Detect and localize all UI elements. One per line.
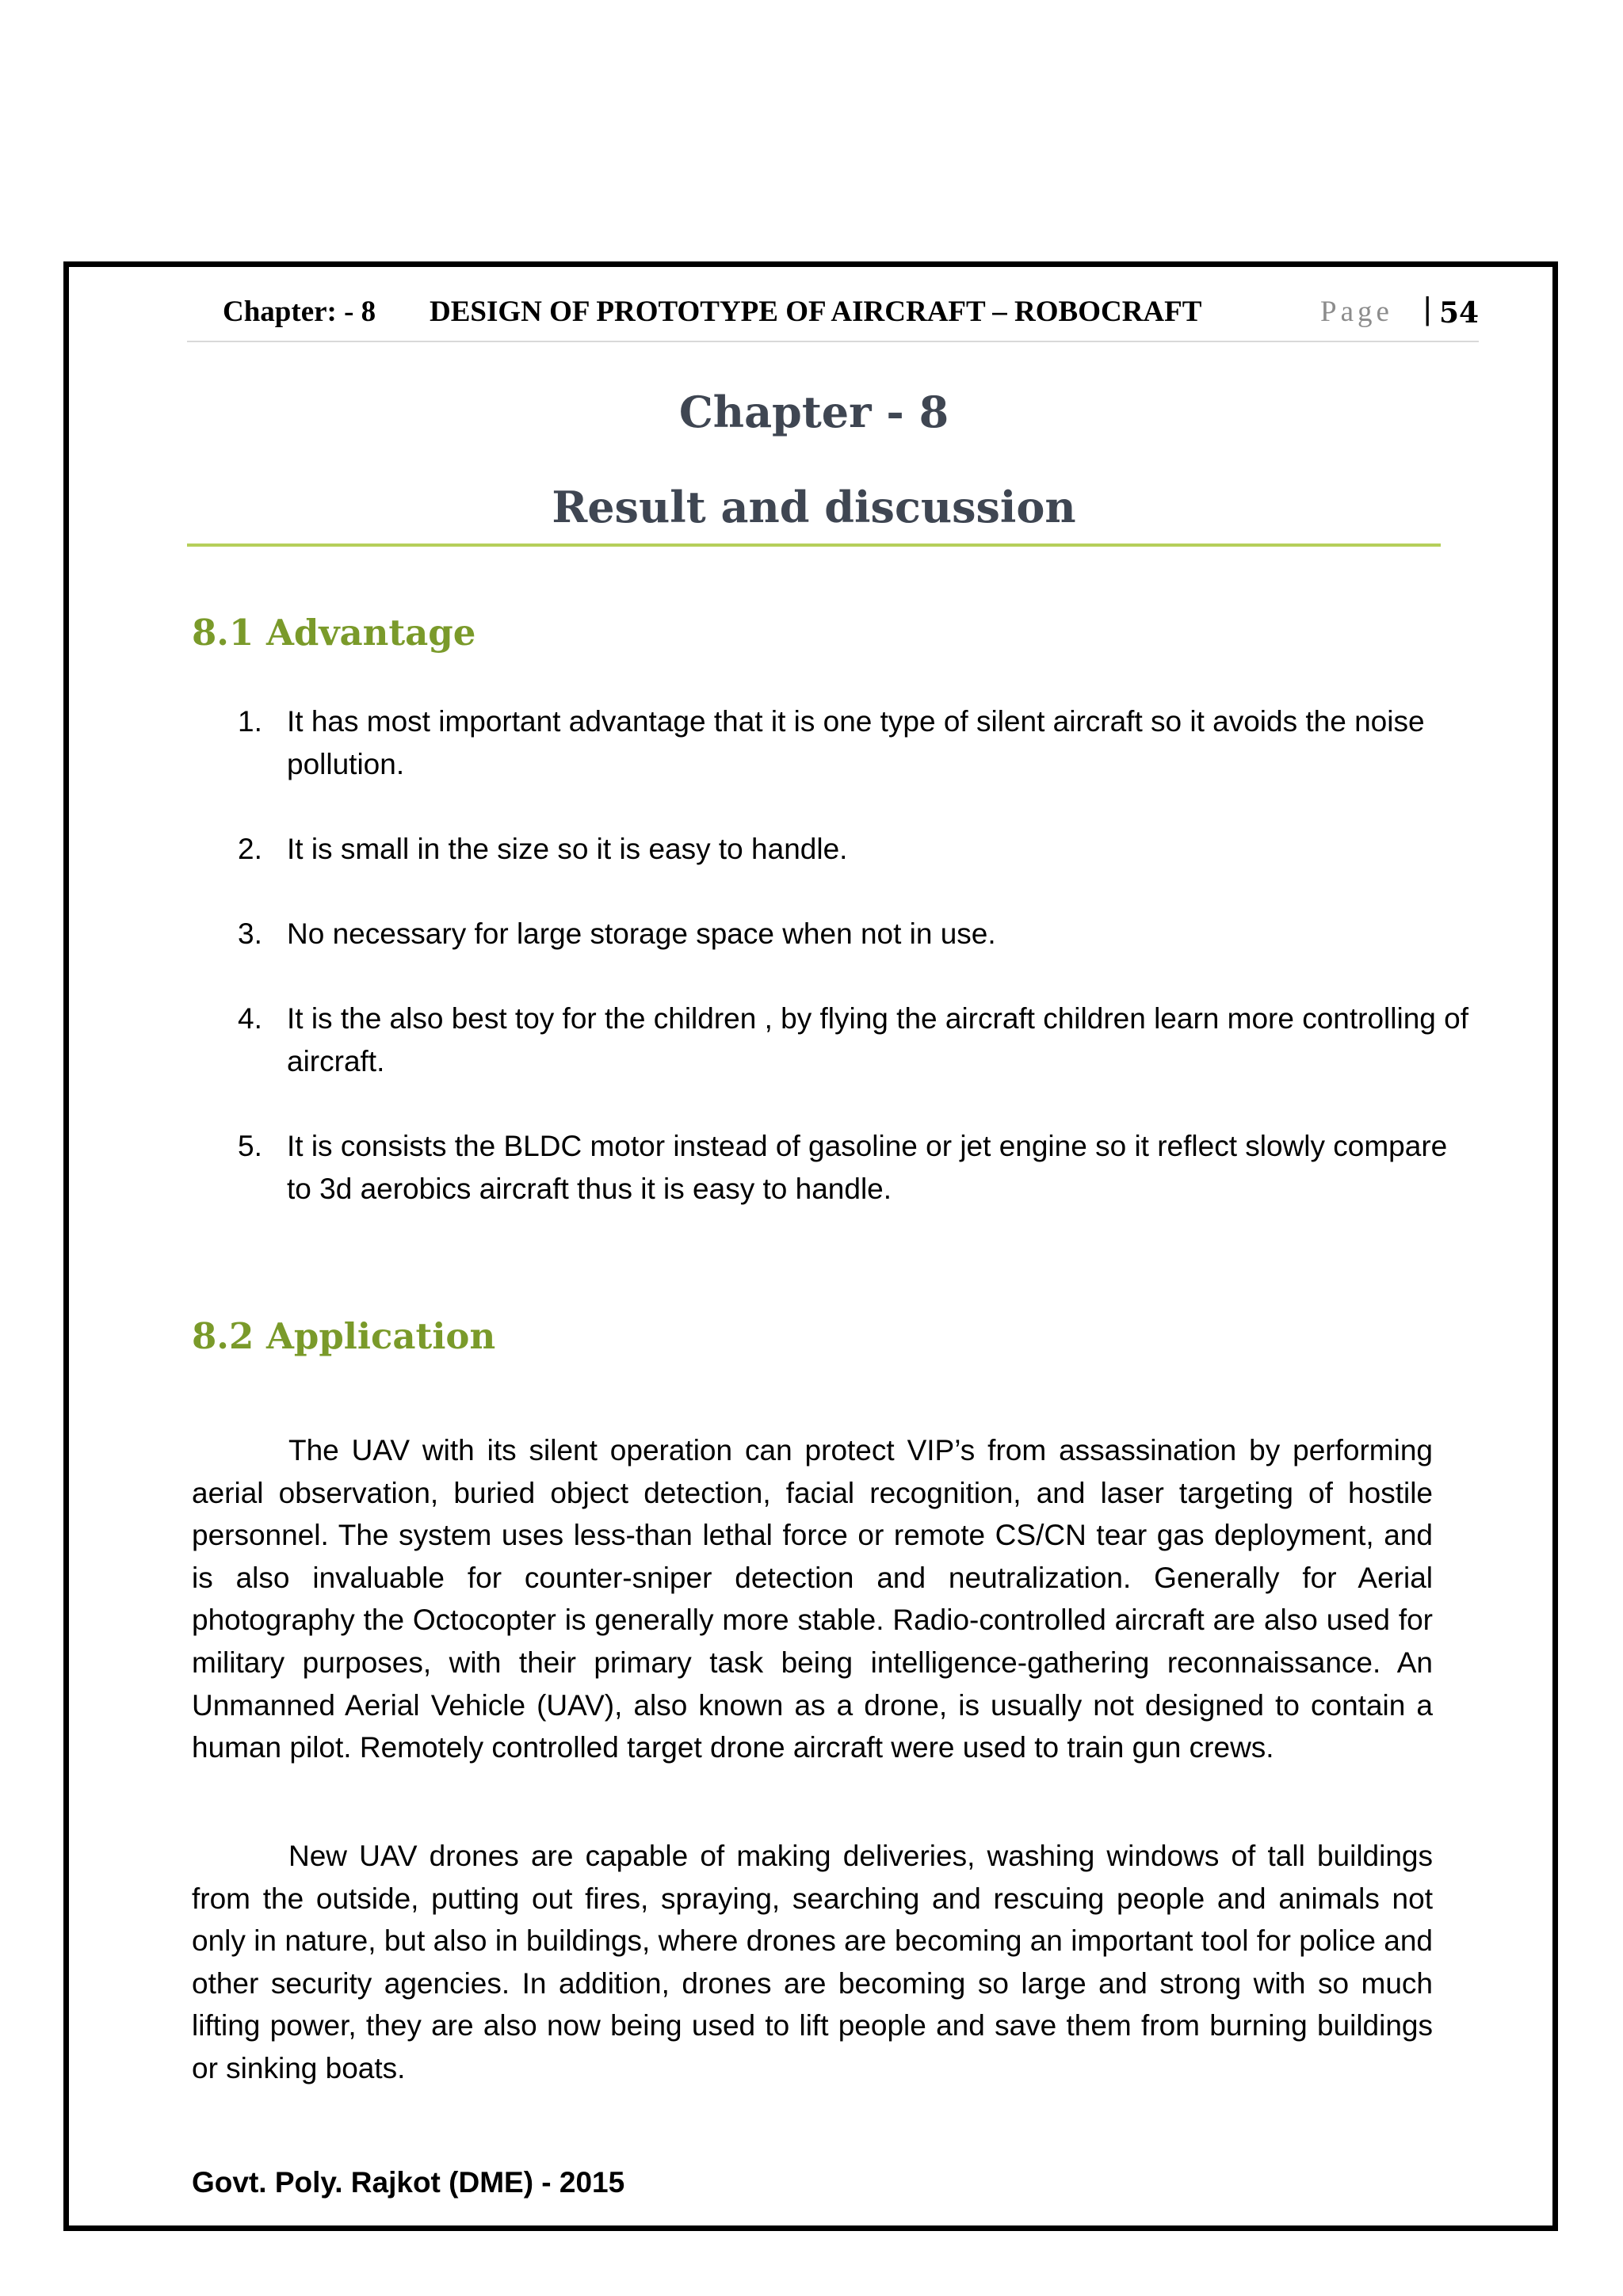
list-item-number: 1. (238, 705, 262, 738)
list-item (238, 828, 1474, 871)
header-page-label: Page (1320, 296, 1393, 328)
application-paragraph: The UAV with its silent operation can protect VIP’s from assassination by performing aerial observation, buried object detection, facial recognition, and laser targeting of hostile personnel. The system uses less-than lethal force or remote CS/CN tear gas deployment, and is also invaluable for counter-sniper detection and neutralization. Generally for Aerial photography the Octocopter is generally more stable. Radio-controlled aircraft are also used for military purposes, with their primary task being intelligence-gathering reconnaissance. An Unmanned Aerial Vehicle (UAV), also known as a drone, is usually not designed to contain a human pilot. Remotely controlled target drone aircraft were used to train gun crews. (192, 1434, 1433, 1764)
header-document-title: DESIGN OF PROTOTYPE OF AIRCRAFT – ROBOCRAFT (430, 296, 1202, 328)
application-heading: 8.2 Application (192, 1315, 496, 1357)
list-item-number: 2. (238, 833, 262, 865)
list-item-text: No necessary for large storage space when not in use. (287, 917, 996, 950)
list-item (238, 700, 1474, 786)
list-item-number: 4. (238, 1002, 262, 1035)
list-item-text: It is the also best toy for the children , by flying the aircraft children learn more controlling of aircraft. (287, 1002, 1469, 1077)
list-item (238, 913, 1474, 955)
advantage-list (238, 700, 1474, 1253)
chapter-number: Chapter - 8 (678, 387, 949, 437)
list-item (238, 997, 1474, 1083)
application-paragraph: New UAV drones are capable of making deliveries, washing windows of tall buildings from the outside, putting out fires, spraying, searching and rescuing people and animals not only in nature, but also in buildings, where drones are becoming an important tool for police and other security agencies. In addition, drones are becoming so large and strong with so much lifting power, they are also now being used to lift people and save them from burning buildings or sinking boats. (192, 1840, 1433, 2084)
advantage-heading: 8.1 Advantage (192, 612, 476, 654)
header-page-number: 54 (1439, 296, 1480, 330)
list-item-number: 5. (238, 1130, 262, 1162)
list-item-text: It has most important advantage that it is one type of silent aircraft so it avoids the noise pollution. (287, 705, 1425, 780)
chapter-title: Result and discussion (552, 482, 1076, 532)
list-item (238, 1125, 1474, 1211)
chapter-title-rule (187, 543, 1441, 547)
list-item-text: It is consists the BLDC motor instead of gasoline or jet engine so it reflect slowly compare to 3d aerobics aircraft thus it is easy to handle. (287, 1130, 1448, 1205)
footer-text: Govt. Poly. Rajkot (DME) - 2015 (192, 2166, 625, 2199)
running-header (187, 292, 1479, 339)
header-chapter-label: Chapter: - 8 (223, 296, 376, 328)
header-page-separator: | (1423, 292, 1432, 326)
list-item-number: 3. (238, 917, 262, 950)
list-item-text: It is small in the size so it is easy to handle. (287, 833, 848, 865)
header-rule (187, 341, 1479, 342)
